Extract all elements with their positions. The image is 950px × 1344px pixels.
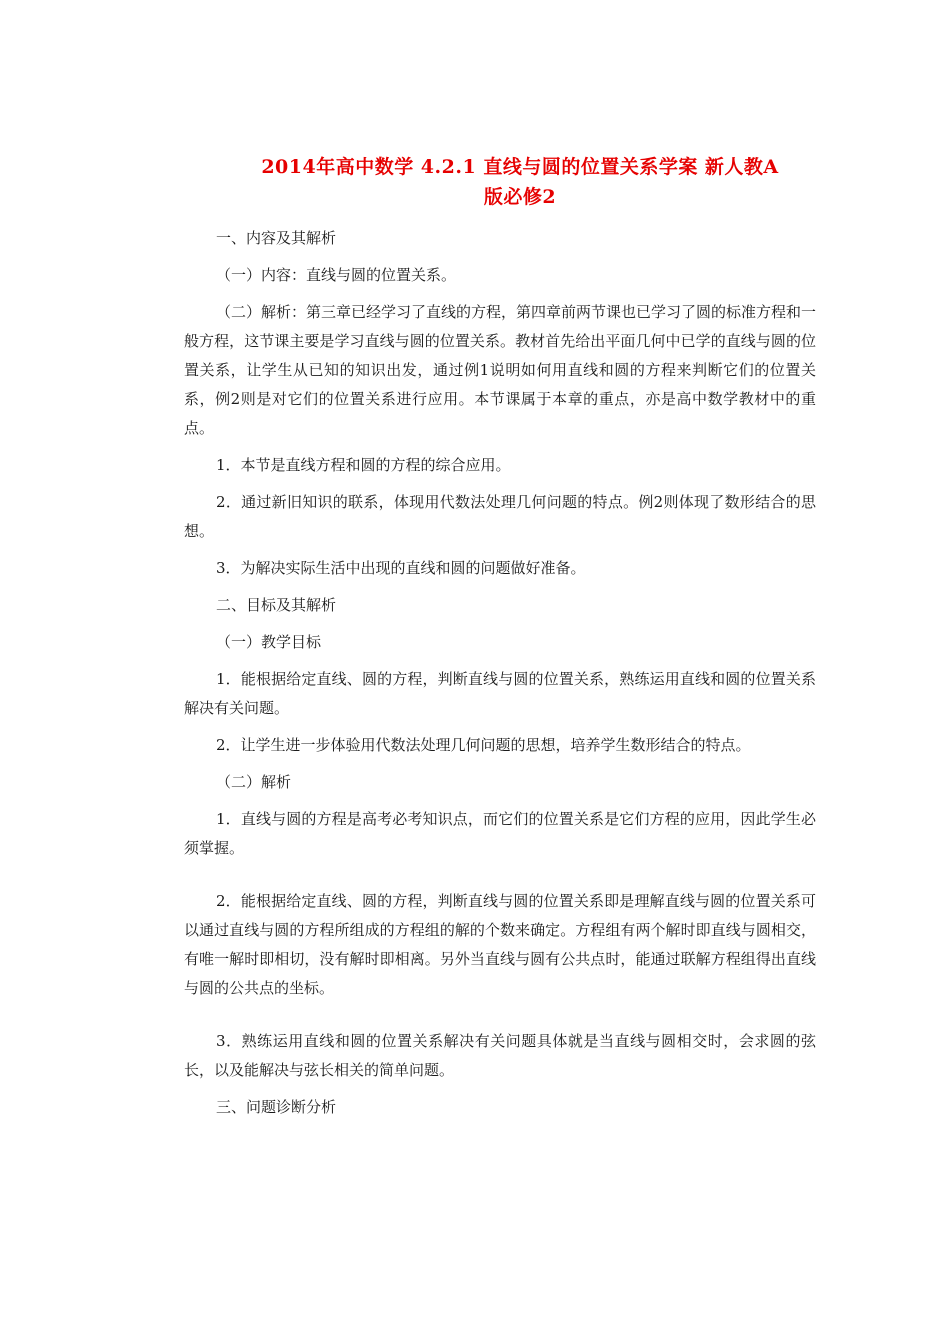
analysis-point-3: 3．为解决实际生活中出现的直线和圆的问题做好准备。 bbox=[216, 559, 586, 577]
title-line-1: 2014年高中数学 4.2.1 直线与圆的位置关系学案 新人教A bbox=[261, 156, 779, 178]
analysis-point-2: 2．通过新旧知识的联系，体现用代数法处理几何问题的特点。例2则体现了数形结合的思想。 bbox=[184, 493, 816, 540]
goal-analysis-point-3: 3．熟练运用直线和圆的位置关系解决有关问题具体就是当直线与圆相交时，会求圆的弦长，以及能解决与弦长相关的简单问题。 bbox=[184, 1032, 816, 1079]
goal-point-2: 2．让学生进一步体验用代数法处理几何问题的思想，培养学生数形结合的特点。 bbox=[216, 736, 751, 754]
analysis-paragraph: （二）解析：第三章已经学习了直线的方程，第四章前两节课也已学习了圆的标准方程和一般方程，这节课主要是学习直线与圆的位置关系。教材首先给出平面几何中已学的直线与圆的位置关系，让学生从已知的知识出发，通过例1说明如何用直线和圆的方程来判断它们的位置关系，例2则是对它们的位置关系进行应用。本节课属于本章的重点，亦是高中数学教材中的重点。 bbox=[184, 303, 817, 437]
section-heading-diagnosis: 三、问题诊断分析 bbox=[216, 1098, 337, 1116]
section-heading-goals: 二、目标及其解析 bbox=[216, 596, 337, 614]
goal-analysis-point-2: 2．能根据给定直线、圆的方程，判断直线与圆的位置关系即是理解直线与圆的位置关系可以通过直线与圆的方程所组成的方程组的解的个数来确定。方程组有两个解时即直线与圆相交，有唯一解时即相切，没有解时即相离。另外当直线与圆有公共点时，能通过联解方程组得出直线与圆的公共点的坐标。 bbox=[184, 892, 816, 997]
goal-analysis-point-1: 1．直线与圆的方程是高考必考知识点，而它们的位置关系是它们方程的应用，因此学生必须掌握。 bbox=[184, 810, 816, 857]
section-heading-content: 一、内容及其解析 bbox=[216, 229, 337, 247]
subsection-analysis: （二）解析 bbox=[216, 773, 292, 791]
goal-point-1: 1．能根据给定直线、圆的方程，判断直线与圆的位置关系，熟练运用直线和圆的位置关系解决有关问题。 bbox=[184, 670, 816, 717]
document-title bbox=[200, 152, 840, 212]
analysis-point-1: 1．本节是直线方程和圆的方程的综合应用。 bbox=[216, 456, 511, 474]
title-line-2: 版必修2 bbox=[483, 186, 557, 208]
document-body bbox=[184, 224, 816, 1130]
subsection-teaching-goals: （一）教学目标 bbox=[216, 633, 322, 651]
content-paragraph: （一）内容：直线与圆的位置关系。 bbox=[216, 266, 457, 284]
